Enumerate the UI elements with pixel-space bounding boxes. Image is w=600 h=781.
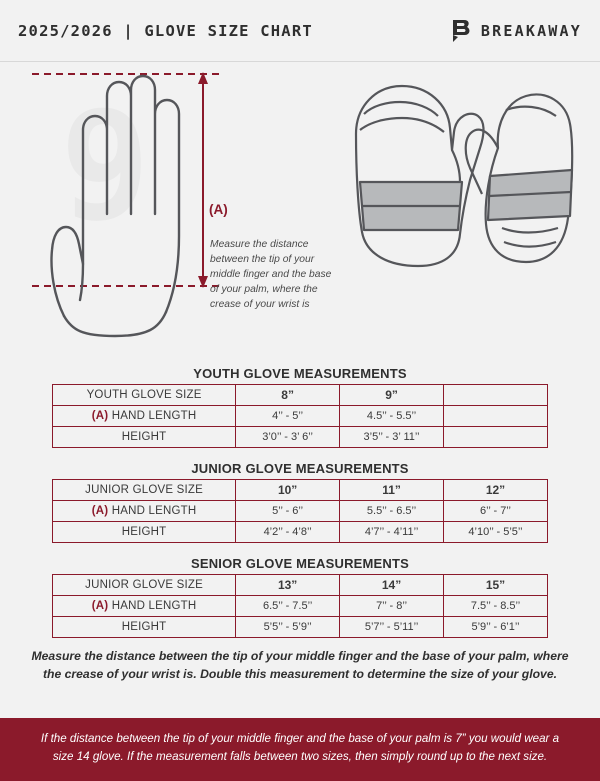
table-row (53, 385, 548, 406)
junior-size-label: JUNIOR GLOVE SIZE (53, 480, 236, 501)
youth-hand-length-2: 4.5’’ - 5.5’’ (340, 406, 444, 427)
table-row (53, 522, 548, 543)
table-row (53, 596, 548, 617)
junior-size-3: 12” (444, 480, 548, 501)
senior-size-2: 14” (340, 575, 444, 596)
youth-hand-length-1: 4’’ - 5’’ (236, 406, 340, 427)
junior-height-3: 4’10’’ - 5’5’’ (444, 522, 548, 543)
junior-height-2: 4’7’’ - 4’11’’ (340, 522, 444, 543)
table-row (53, 406, 548, 427)
hand-length-text: HAND LENGTH (111, 505, 197, 517)
brand-name: BREAKAWAY (480, 21, 582, 40)
senior-hand-length-1: 6.5’’ - 7.5’’ (236, 596, 340, 617)
hockey-gloves-illustration (330, 70, 580, 300)
junior-size-2: 11” (340, 480, 444, 501)
youth-height-1: 3’0’’ - 3’ 6’’ (236, 427, 340, 448)
hand-length-marker: (A) (91, 600, 109, 612)
illustration-area (0, 62, 600, 362)
senior-hand-length-2: 7’’ - 8’’ (340, 596, 444, 617)
youth-size-label: YOUTH GLOVE SIZE (53, 385, 236, 406)
senior-table-title: SENIOR GLOVE MEASUREMENTS (190, 556, 410, 571)
junior-hand-length-2: 5.5’’ - 6.5’’ (340, 501, 444, 522)
youth-size-2: 9” (340, 385, 444, 406)
table-row (53, 480, 548, 501)
hand-length-marker: (A) (91, 410, 109, 422)
junior-table-title: JUNIOR GLOVE MEASUREMENTS (191, 461, 409, 476)
junior-size-table (52, 479, 548, 543)
hand-length-text: HAND LENGTH (111, 600, 197, 612)
youth-table-title: YOUTH GLOVE MEASUREMENTS (193, 366, 407, 381)
youth-size-3 (444, 385, 548, 406)
footer-example-note: If the distance between the tip of your middle finger and the base of your palm is 7” you would wear a size 14 glove. If the measurement falls between two sizes, then simply round up to the next size. (0, 718, 600, 781)
senior-size-label: JUNIOR GLOVE SIZE (53, 575, 236, 596)
table-row (53, 575, 548, 596)
senior-height-2: 5’7’’ - 5’11’’ (340, 617, 444, 638)
youth-size-table (52, 384, 548, 448)
senior-height-label: HEIGHT (53, 617, 236, 638)
senior-height-1: 5’5’’ - 5’9’’ (236, 617, 340, 638)
junior-hand-length-3: 6’’ - 7’’ (444, 501, 548, 522)
page-title: 2025/2026 | GLOVE SIZE CHART (18, 21, 313, 40)
measure-instruction-text: Measure the distance between the tip of your middle finger and the base of your palm, where the crease of your wrist is (210, 239, 332, 310)
senior-size-1: 13” (236, 575, 340, 596)
senior-hand-length-3: 7.5’’ - 8.5’’ (444, 596, 548, 617)
youth-height-label: HEIGHT (53, 427, 236, 448)
table-row (53, 427, 548, 448)
size-tables (0, 366, 600, 638)
senior-height-3: 5’9’’ - 6’1’’ (444, 617, 548, 638)
senior-size-table (52, 574, 548, 638)
senior-hand-length-label (53, 596, 236, 617)
youth-hand-length-label (53, 406, 236, 427)
page-header (0, 0, 600, 62)
youth-hand-length-3 (444, 406, 548, 427)
table-row (53, 501, 548, 522)
youth-size-1: 8” (236, 385, 340, 406)
youth-height-3 (444, 427, 548, 448)
breakaway-b-logo-icon (450, 18, 472, 44)
measure-label: (A) (209, 202, 228, 217)
youth-height-2: 3’5’’ - 3’ 11’’ (340, 427, 444, 448)
hand-length-marker: (A) (91, 505, 109, 517)
hand-length-text: HAND LENGTH (111, 410, 197, 422)
table-row (53, 617, 548, 638)
measurement-note: Measure the distance between the tip of your middle finger and the base of your palm, where the crease of your wrist is. Double this measurement to determine the size of your glove. (31, 649, 569, 681)
senior-size-3: 15” (444, 575, 548, 596)
junior-size-1: 10” (236, 480, 340, 501)
junior-hand-length-1: 5’’ - 6’’ (236, 501, 340, 522)
brand-logo (450, 18, 582, 44)
junior-height-label: HEIGHT (53, 522, 236, 543)
junior-hand-length-label (53, 501, 236, 522)
junior-height-1: 4’2’’ - 4’8’’ (236, 522, 340, 543)
